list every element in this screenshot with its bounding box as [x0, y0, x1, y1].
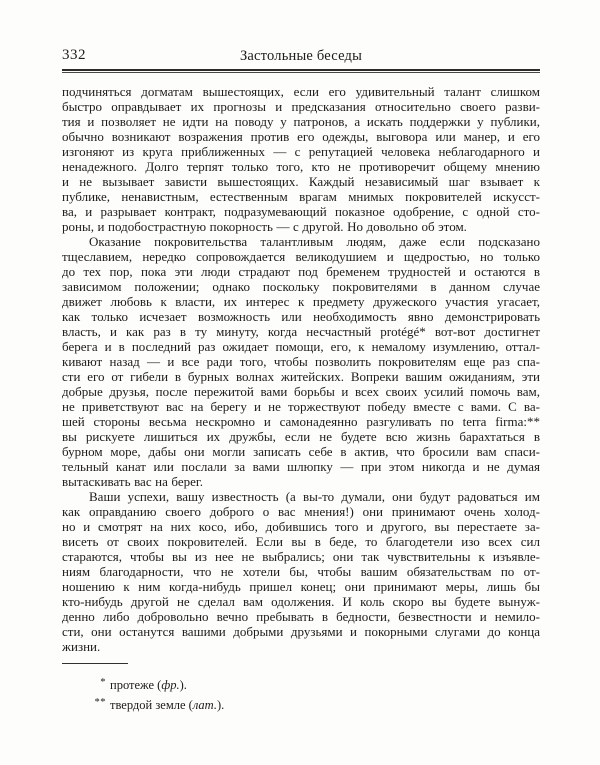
- body-line: висеть от своих покровителей. Если вы в беде, то благодетели изо всех сил: [62, 534, 540, 549]
- running-title: Застольные беседы: [239, 48, 363, 64]
- body-line: ва, и разрывает контракт, подразумевающий показное одобрение, с одной сто-: [62, 204, 540, 219]
- body-line: вытаскивать вас на берег.: [62, 474, 204, 489]
- body-line: власть, и как раз в ту минуту, когда несчастный protégé* вот-вот достигнет: [62, 324, 540, 339]
- body-line: изгоняют из круга приближенных — с репутацией человека неблагодарного и: [62, 144, 540, 159]
- body-line: ношению к ним когда-нибудь пришел конец; они принимают меры, лишь бы: [62, 579, 540, 594]
- body-line: тельный канат или послали за вами шлюпку — при этом никогда и не думая: [62, 459, 540, 474]
- body-line: публике, ненавистным, естественным врагам мнимых покровителей искусст-: [62, 189, 540, 204]
- body-line: обычно возникают возражения против его одежды, выговора или манер, и его: [62, 129, 540, 144]
- body-line: тщеславием, нередко сопровождается великодушием и щедростью, но только: [62, 249, 540, 264]
- footnotes-section: [62, 655, 540, 714]
- body-line: Оказание покровительства талантливым людям, даже если подсказано: [89, 234, 540, 249]
- page-header: [62, 47, 540, 66]
- body-line: как оправданию своего доброго о вас мнения!) они принимают очень холод-: [62, 504, 540, 519]
- body-line: жизни.: [62, 639, 101, 654]
- body-line: кивают назад — и все ради того, чтобы позволить покровителям еще раз спа-: [62, 354, 540, 369]
- footnote: [62, 694, 540, 714]
- footnote-marker: *: [100, 677, 106, 688]
- body-line: шей стороны весьма нескромно и самонадеянно разгуливать по terra firma:**: [62, 414, 540, 429]
- page-number: 332: [62, 47, 86, 63]
- footnote-language-label: фр.: [161, 678, 180, 692]
- body-line: подчиняться догматам вышестоящих, если его удивительный талант слишком: [62, 84, 540, 99]
- body-line: ниям благодарности, что не хотели бы, чтобы вашим обязательствам по от-: [62, 564, 540, 579]
- body-line: быстро оправдывает их прогнозы и предсказания относительно своего разви-: [62, 99, 540, 114]
- header-rule: [62, 69, 540, 73]
- footnote-text: протеже (: [110, 678, 162, 692]
- body-line: вы рискуете лишиться их дружбы, если не будете всю жизнь барахтаться в: [62, 429, 540, 444]
- body-line: до тех пор, пока эти люди страдают под бременем трудностей и остаются в: [62, 264, 540, 279]
- footnote-rule: [62, 663, 128, 664]
- body-line: не приветствуют вас на берегу и не торжествуют победу вместе с вами. С ва-: [62, 399, 540, 414]
- footnote-language-label: лат.: [192, 698, 217, 712]
- body-line: берега и в последний раз ожидает помощи, его, к немалому изумлению, оттал-: [62, 339, 540, 354]
- footnote: [62, 674, 540, 694]
- body-line: как только исчезает возможность или необходимость явно демонстрировать: [62, 309, 540, 324]
- body-line: движет любовь к власти, их интерес к предмету дружеского участия угасает,: [62, 294, 540, 309]
- body-line: денно либо добровольно вечно пребывать в бедности, безвестности и немило-: [62, 609, 540, 624]
- body-line: стараются, чтобы вы из нее не выбрались; они так чувствительны к изъявле-: [62, 549, 540, 564]
- body-line: но и смотрят на них косо, ибо, добившись того и другого, вы перестаете за-: [62, 519, 540, 534]
- footnote-marker: **: [94, 697, 106, 708]
- body-line: бурном море, дабы они могли записать себе в актив, что бросили вам спаси-: [62, 444, 540, 459]
- body-line: кто-нибудь другой не сделал вам одолжения. И коль скоро вы будете вынуж-: [62, 594, 540, 609]
- body-line: и не вызывает зависти вышестоящих. Каждый независимый шаг взывает к: [62, 174, 540, 189]
- body-line: тия и позволяет не идти на поводу у патронов, а искать поддержки у публики,: [62, 114, 540, 129]
- body-line: Ваши успехи, вашу известность (а вы-то думали, они будут радоваться им: [89, 489, 540, 504]
- body-line: сти его от гибели в бурных волнах житейских. Вопреки вашим ожиданиям, эти: [62, 369, 540, 384]
- body-line: зависимом положении; однако поскольку покровителями в данном случае: [62, 279, 540, 294]
- body-line: ненадежного. Долго терпят только того, кто не противоречит общему мнению: [62, 159, 540, 174]
- footnote-text: твердой земле (: [110, 698, 193, 712]
- footnote-text-suffix: ).: [179, 678, 187, 692]
- body-text: [62, 84, 540, 654]
- body-line: роны, и подобострастную покорность — с другой. Но довольно об этом.: [62, 219, 467, 234]
- footnote-text-suffix: ).: [217, 698, 225, 712]
- body-line: добрые друзья, после пережитой вами борьбы и всех своих усилий помочь вам,: [62, 384, 540, 399]
- body-line: сти, они останутся вашими добрыми друзьями и покорными слугами до конца: [62, 624, 540, 639]
